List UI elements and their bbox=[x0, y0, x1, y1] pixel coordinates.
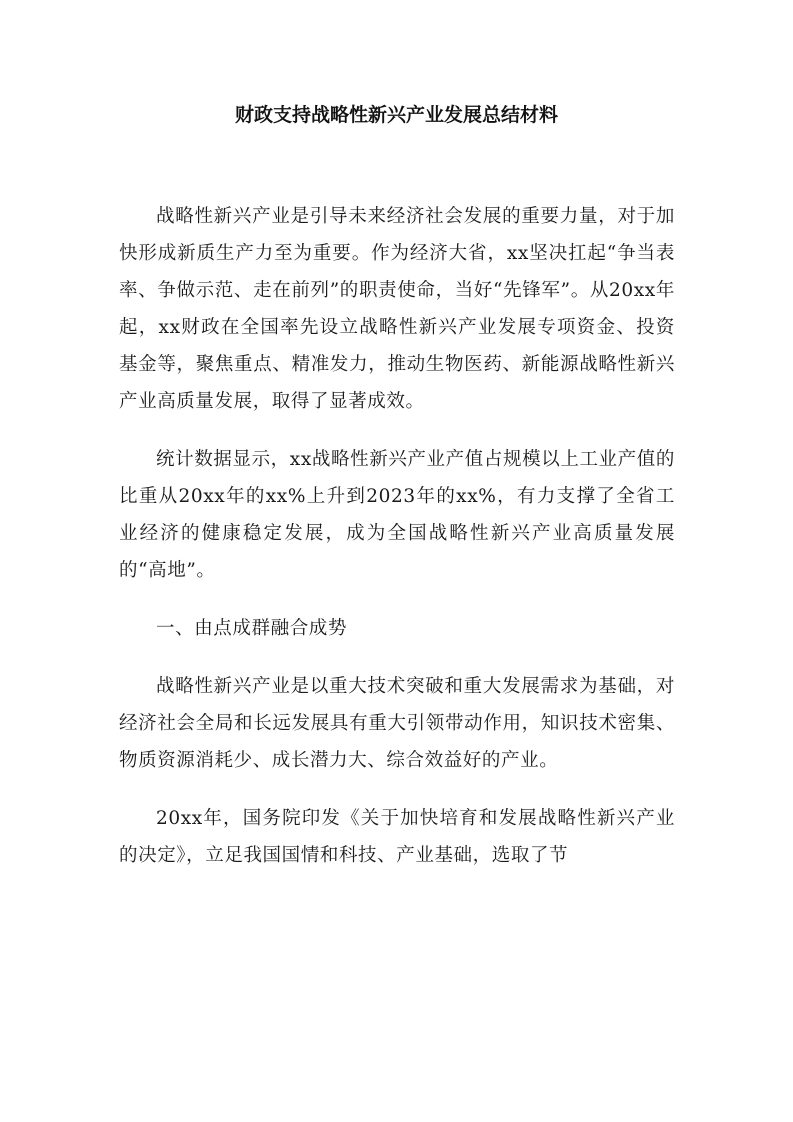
document-title: 财政支持战略性新兴产业发展总结材料 bbox=[234, 104, 558, 126]
paragraph-state-council: 20xx年，国务院印发《关于加快培育和发展战略性新兴产业的决定》，立足我国国情和科技、产业基础，选取了节 bbox=[119, 808, 675, 866]
paragraph-definition: 战略性新兴产业是以重大技术突破和重大发展需求为基础，对经济社会全局和长远发展具有重大引领带动作用，知识技术密集、物质资源消耗少、成长潜力大、综合效益好的产业。 bbox=[119, 676, 675, 771]
paragraph-intro: 战略性新兴产业是引导未来经济社会发展的重要力量，对于加快形成新质生产力至为重要。作为经济大省，xx坚决扛起“争当表率、争做示范、走在前列”的职责使命，当好“先锋军”。从20xx年起，xx财政在全国率先设立战略性新兴产业发展专项资金、投资基金等，聚焦重点、精准发力，推动生物医药、新能源战略性新兴产业高质量发展，取得了显著成效。 bbox=[119, 206, 675, 412]
section-heading-1: 一、由点成群融合成势 bbox=[156, 618, 348, 639]
paragraph-statistics: 统计数据显示，xx战略性新兴产业产值占规模以上工业产值的比重从20xx年的xx%上升到2023年的xx%，有力支撑了全省工业经济的健康稳定发展，成为全国战略性新兴产业高质量发展的“高地”。 bbox=[119, 449, 675, 581]
document-body bbox=[119, 198, 675, 895]
